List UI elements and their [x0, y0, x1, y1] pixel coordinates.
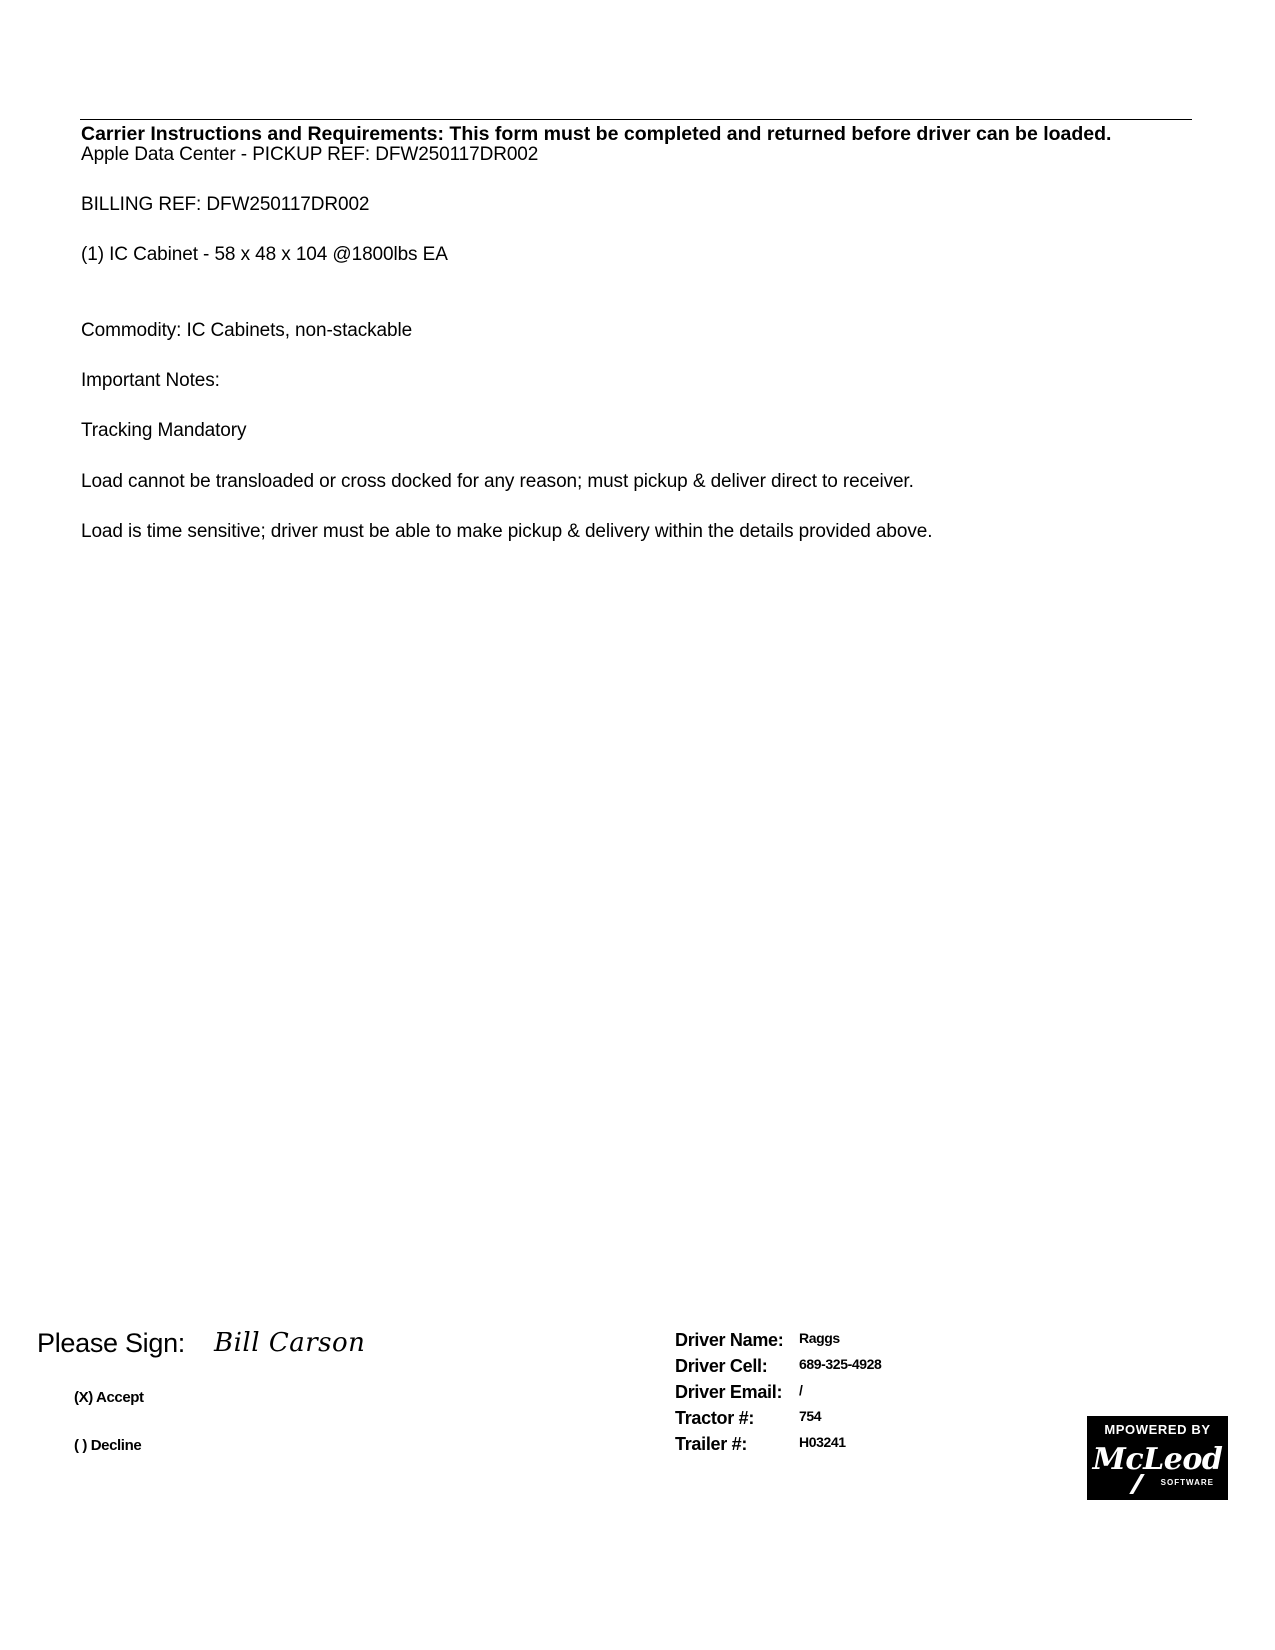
driver-name-label: Driver Name:: [675, 1330, 784, 1350]
important-notes-label: Important Notes:: [81, 370, 220, 391]
logo-software: SOFTWARE: [1160, 1478, 1214, 1487]
driver-cell-label: Driver Cell:: [675, 1356, 768, 1376]
logo-brand: McLeod: [1092, 1442, 1223, 1477]
commodity-line: Commodity: IC Cabinets, non-stackable: [81, 320, 413, 341]
please-sign-label: Please Sign:: [37, 1328, 185, 1358]
decline-option: ( ) Decline: [74, 1437, 142, 1454]
driver-email-label: Driver Email:: [675, 1382, 783, 1402]
time-sensitive-note: Load is time sensitive; driver must be able to make pickup & delivery within the details provided above.: [81, 521, 933, 542]
pickup-ref-line: Apple Data Center - PICKUP REF: DFW250117DR002: [81, 144, 539, 165]
billing-ref-line: BILLING REF: DFW250117DR002: [81, 194, 370, 215]
mcleod-logo: [1087, 1416, 1228, 1500]
transload-note: Load cannot be transloaded or cross docked for any reason; must pickup & deliver direct to receiver.: [81, 471, 914, 492]
driver-email-value: /: [799, 1382, 803, 1398]
driver-name-value: Raggs: [799, 1330, 840, 1346]
accept-option: (X) Accept: [74, 1389, 144, 1406]
driver-cell-value: 689-325-4928: [799, 1356, 882, 1372]
signature: Bill Carson: [214, 1328, 366, 1358]
tractor-value: 754: [799, 1408, 822, 1424]
instructions-heading: Carrier Instructions and Requirements: This form must be completed and returned before driver can be loaded.: [81, 123, 1112, 145]
logo-slash-icon: [1129, 1474, 1145, 1494]
trailer-value: H03241: [799, 1434, 846, 1450]
trailer-label: Trailer #:: [675, 1434, 748, 1454]
heading-rule: [80, 119, 1192, 120]
logo-powered-by: MPOWERED BY: [1104, 1422, 1211, 1437]
tracking-note: Tracking Mandatory: [81, 420, 247, 441]
item-line: (1) IC Cabinet - 58 x 48 x 104 @1800lbs EA: [81, 244, 448, 265]
tractor-label: Tractor #:: [675, 1408, 755, 1428]
